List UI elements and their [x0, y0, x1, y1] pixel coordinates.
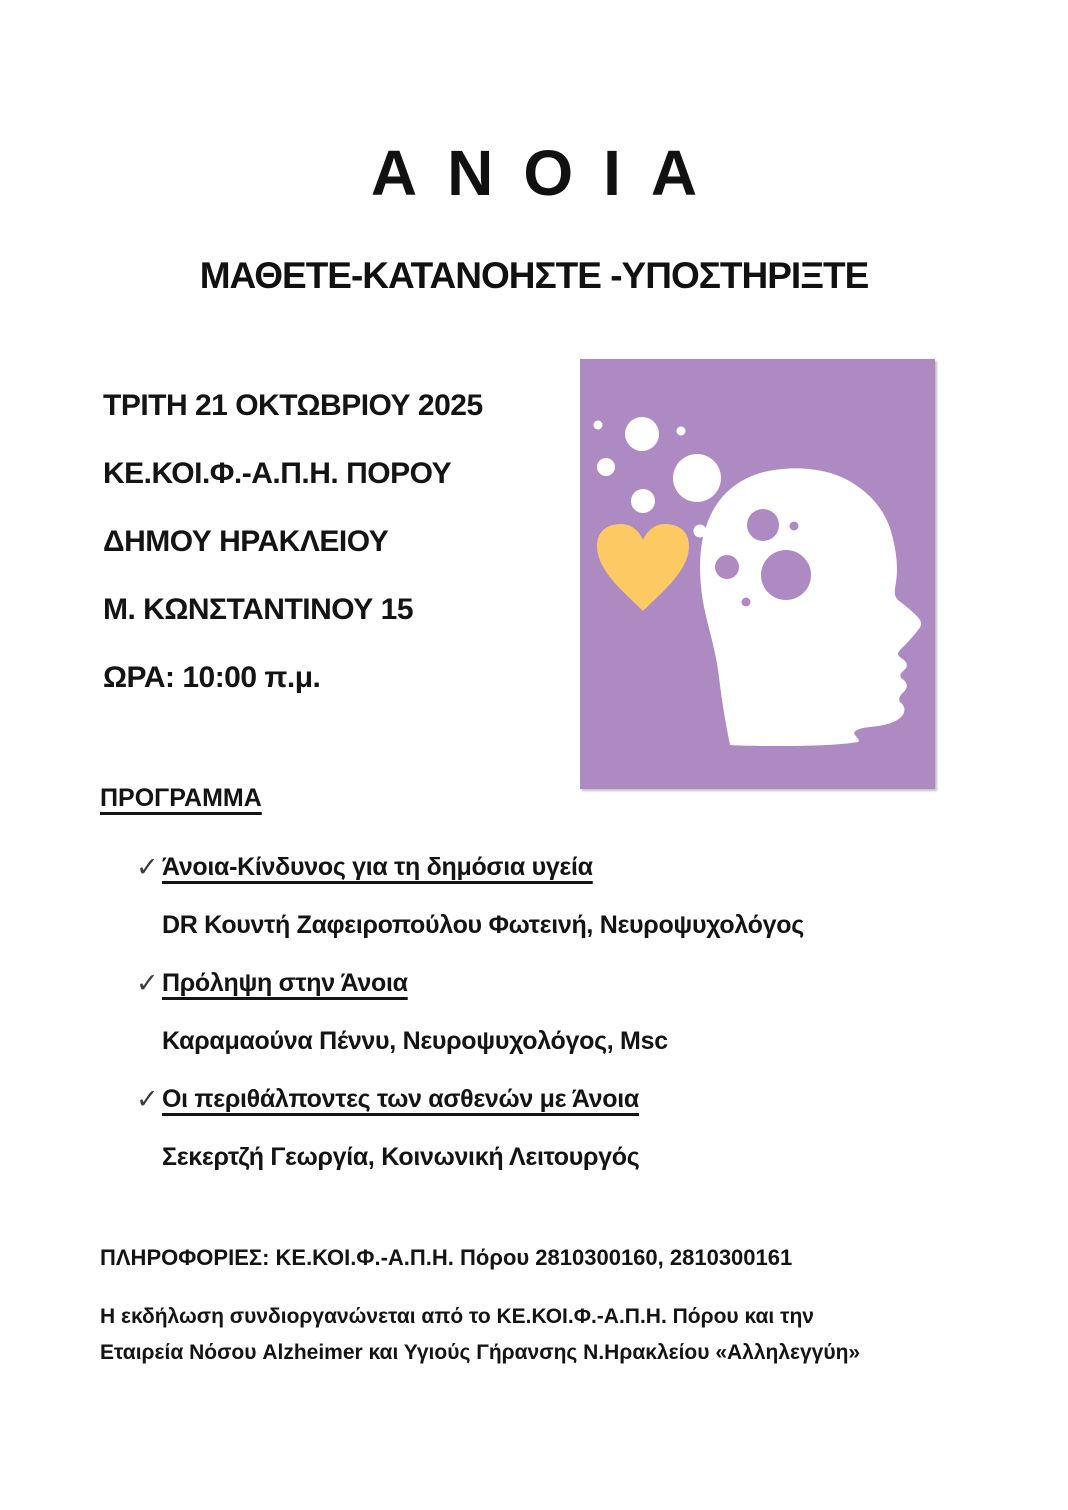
event-address: Μ. ΚΩΝΣΤΑΝΤΙΝΟΥ 15 [103, 593, 414, 626]
check-icon: ✓ [136, 1084, 159, 1114]
program-item [100, 954, 880, 1012]
program-item-title: Άνοια-Κίνδυνος για τη δημόσια υγεία [162, 853, 593, 881]
head-heart-illustration-svg [580, 359, 935, 789]
program-item [100, 838, 880, 896]
event-info [103, 372, 483, 712]
program-item-speaker: Σεκερτζή Γεωργία, Κοινωνική Λειτουργός [162, 1143, 640, 1171]
footer [100, 1243, 1000, 1371]
contact-info: ΠΛΗΡΟΦΟΡΙΕΣ: ΚΕ.ΚΟΙ.Φ.-Α.Π.Η. Πόρου 2810300160, 2810300161 [100, 1245, 793, 1270]
check-icon: ✓ [136, 852, 159, 882]
program-item-title: Πρόληψη στην Άνοια [162, 969, 408, 997]
event-date: ΤΡΙΤΗ 21 ΟΚΤΩΒΡΙΟΥ 2025 [103, 389, 483, 422]
check-icon: ✓ [136, 968, 159, 998]
dementia-head-illustration [580, 359, 935, 789]
organizers-line-1: Η εκδήλωση συνδιοργανώνεται από το ΚΕ.ΚΟΙ.Φ.-Α.Π.Η. Πόρου και την [100, 1305, 814, 1328]
program-item-speaker: Καραμαούνα Πέννυ, Νευροψυχολόγος, Msc [162, 1027, 668, 1055]
organizers-note [100, 1299, 1000, 1371]
event-venue-line2: ΔΗΜΟΥ ΗΡΑΚΛΕΙΟΥ [103, 525, 389, 558]
event-venue-line1: ΚΕ.ΚΟΙ.Φ.-Α.Π.Η. ΠΟΡΟΥ [103, 457, 452, 490]
program-item [100, 1070, 880, 1128]
program-item-speaker: DR Κουντή Ζαφειροπούλου Φωτεινή, Νευροψυχολόγος [162, 911, 804, 939]
program-item-title: Οι περιθάλποντες των ασθενών με Άνοια [162, 1085, 639, 1113]
page-title: ΑΝΟΙΑ [370, 137, 728, 209]
program-section [100, 782, 880, 1186]
event-time: ΩΡΑ: 10:00 π.μ. [103, 661, 321, 694]
organizers-line-2: Εταιρεία Νόσου Alzheimer και Υγιούς Γήρανσης Ν.Ηρακλείου «Αλληλεγγύη» [100, 1341, 861, 1364]
program-heading: ΠΡΟΓΡΑΜΜΑ [100, 784, 262, 812]
page-subtitle: ΜΑΘΕΤΕ-ΚΑΤΑΝΟΗΣΤΕ -ΥΠΟΣΤΗΡΙΞΤΕ [199, 255, 869, 296]
